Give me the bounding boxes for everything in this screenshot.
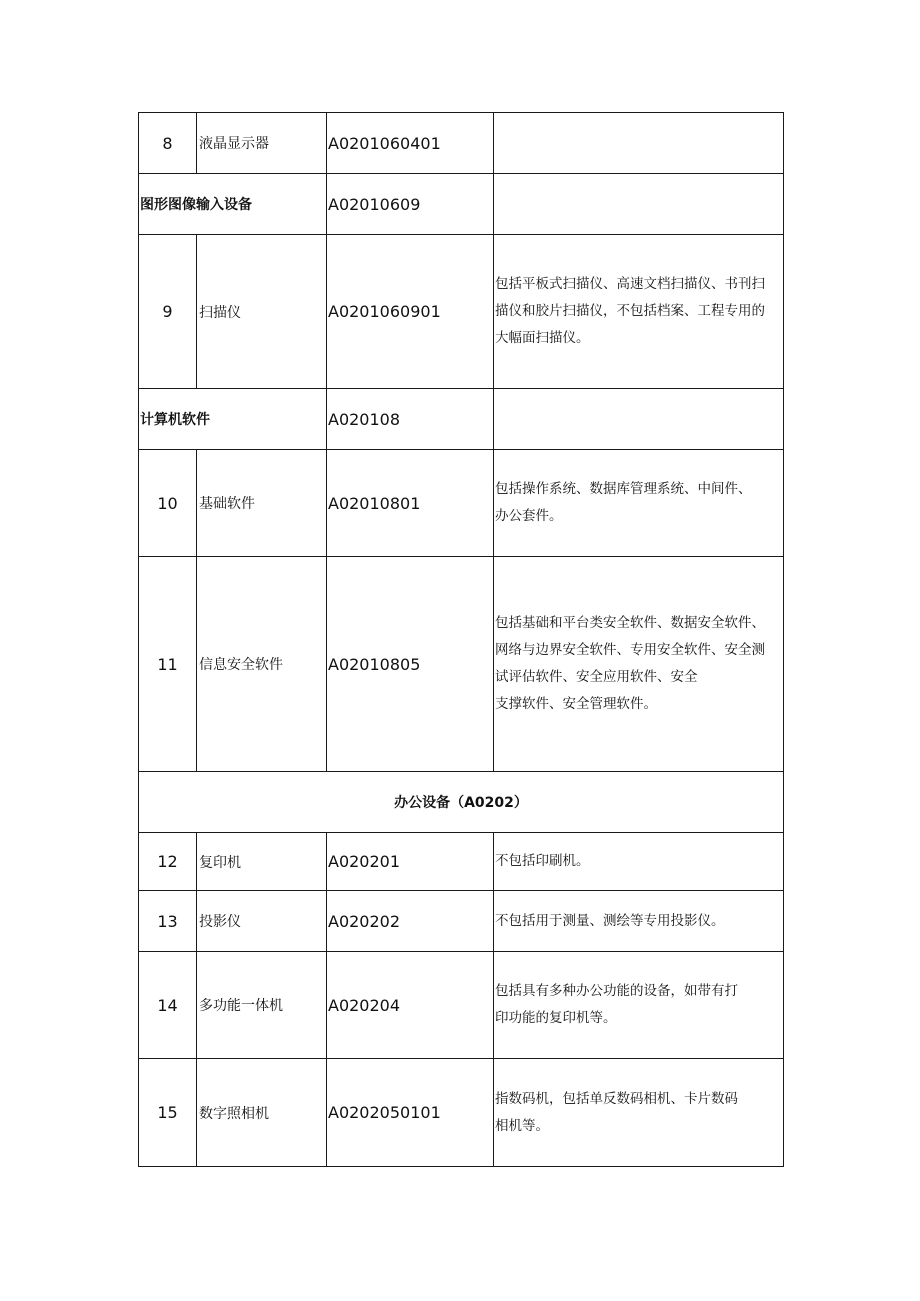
description-line: 指数码机，包括单反数码相机、卡片数码	[495, 1090, 738, 1107]
category-row	[139, 174, 784, 235]
description-line: 相机等。	[495, 1117, 549, 1134]
table-row	[139, 557, 784, 772]
item-code: A02010801	[327, 450, 494, 557]
category-code: A020108	[327, 389, 494, 450]
item-name: 多功能一体机	[197, 952, 327, 1059]
item-description	[494, 113, 784, 174]
row-number: 9	[139, 235, 197, 389]
item-code: A020202	[327, 891, 494, 952]
item-name: 液晶显示器	[197, 113, 327, 174]
row-number: 10	[139, 450, 197, 557]
category-code: A02010609	[327, 174, 494, 235]
section-row	[139, 772, 784, 833]
empty-cell	[494, 389, 784, 450]
category-name: 计算机软件	[139, 389, 327, 450]
category-name: 图形图像输入设备	[139, 174, 327, 235]
row-number: 11	[139, 557, 197, 772]
item-description	[494, 557, 784, 772]
item-code: A020201	[327, 833, 494, 891]
item-name: 投影仪	[197, 891, 327, 952]
table-row	[139, 1059, 784, 1167]
section-title: 办公设备（A0202）	[139, 772, 784, 833]
item-description	[494, 450, 784, 557]
category-row	[139, 389, 784, 450]
row-number: 14	[139, 952, 197, 1059]
table-row	[139, 450, 784, 557]
table-row	[139, 833, 784, 891]
item-description	[494, 833, 784, 891]
description-line: 包括具有多种办公功能的设备，如带有打	[495, 983, 738, 999]
table-row	[139, 235, 784, 389]
item-description	[494, 891, 784, 952]
row-number: 13	[139, 891, 197, 952]
catalog-table	[138, 112, 784, 1167]
item-name: 信息安全软件	[197, 557, 327, 772]
description-line: 试评估软件、安全应用软件、安全	[495, 669, 698, 685]
catalog-table-body	[139, 113, 784, 1167]
item-description	[494, 1059, 784, 1167]
description-line: 网络与边界安全软件、专用安全软件、安全测	[495, 642, 765, 658]
description-line: 包括平板式扫描仪、高速文档扫描仪、书刊扫	[495, 276, 765, 292]
description-line: 办公套件。	[495, 508, 563, 524]
description-line: 包括操作系统、数据库管理系统、中间件、	[495, 481, 752, 497]
item-name: 数字照相机	[197, 1059, 327, 1167]
item-code: A020204	[327, 952, 494, 1059]
item-code: A0201060401	[327, 113, 494, 174]
empty-cell	[494, 174, 784, 235]
item-description	[494, 235, 784, 389]
description-line: 印功能的复印机等。	[495, 1010, 617, 1026]
item-name: 基础软件	[197, 450, 327, 557]
item-code: A0201060901	[327, 235, 494, 389]
description-line: 描仪和胶片扫描仪，不包括档案、工程专用的	[495, 303, 765, 319]
description-line: 包括基础和平台类安全软件、数据安全软件、	[495, 615, 765, 631]
item-description	[494, 952, 784, 1059]
table-row	[139, 891, 784, 952]
row-number: 8	[139, 113, 197, 174]
item-name: 扫描仪	[197, 235, 327, 389]
item-name: 复印机	[197, 833, 327, 891]
description-line: 不包括用于测量、测绘等专用投影仪。	[495, 912, 725, 929]
row-number: 12	[139, 833, 197, 891]
table-row	[139, 113, 784, 174]
row-number: 15	[139, 1059, 197, 1167]
description-line: 不包括印刷机。	[495, 853, 590, 869]
table-row	[139, 952, 784, 1059]
item-code: A02010805	[327, 557, 494, 772]
description-line: 支撑软件、安全管理软件。	[495, 696, 657, 712]
description-line: 大幅面扫描仪。	[495, 330, 590, 346]
item-code: A0202050101	[327, 1059, 494, 1167]
